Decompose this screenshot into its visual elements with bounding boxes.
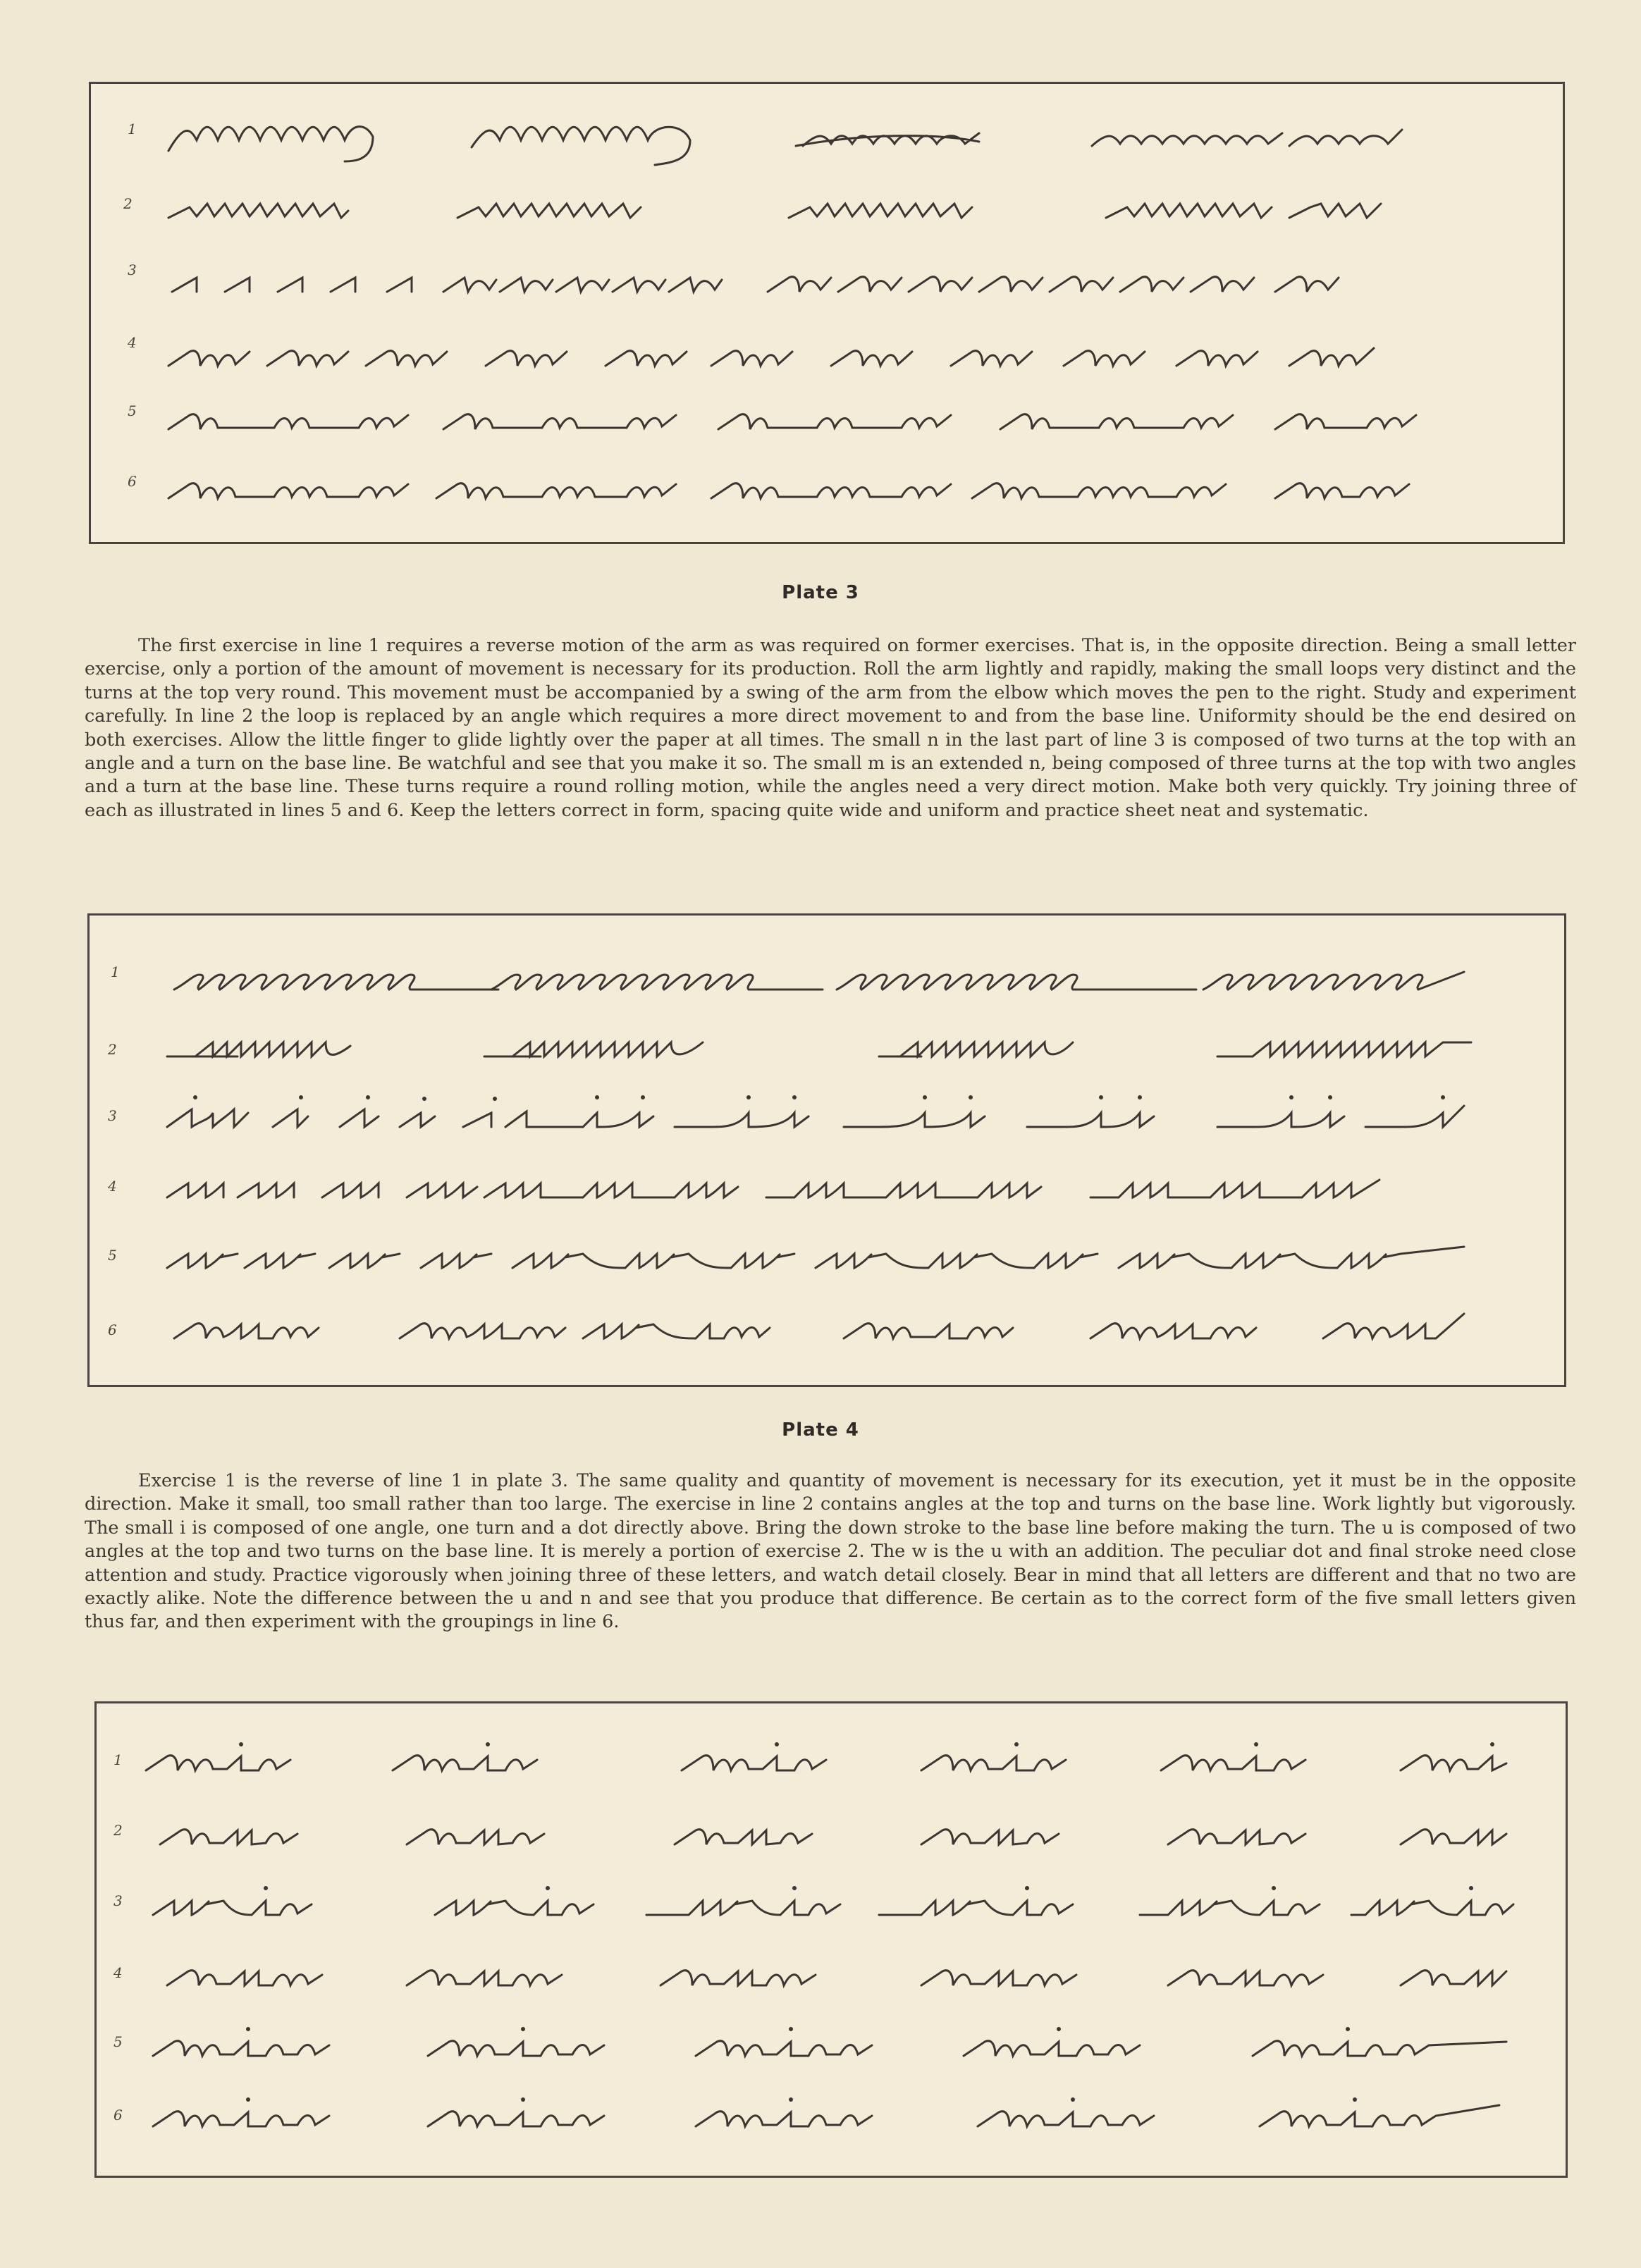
plate-3-row-number: 2 [123, 195, 133, 212]
plate-3-paragraph: The first exercise in line 1 requires a reverse motion of the arm as was required on former exercises. That is, in the opposite direction. Being a small letter exercise, only a portion of the amount of movement is necessary for its production. Roll the arm lightly and rapidly, making the small loops very distinct and the turns at the top very round. This movement must be accompanied by a swing of the arm from the elbow which moves the pen to the right. Study and experiment carefully. In line 2 the loop is replaced by an angle which requires a more direct movement to and from the base line. Uniformity should be the end desired on both exercises. Allow the little finger to glide lightly over the paper at all times. The small n in the last part of line 3 is composed of two turns at the top with an angle and a turn on the base line. Be watchful and see that you make it so. The small m is an extended n, being composed of three turns at the top with two angles and a turn at the base line. These turns require a round rolling motion, while the angles need a very direct motion. Make both very quickly. Try joining three of each as illustrated in lines 5 and 6. Keep the letters correct in form, spacing quite wide and uniform and practice sheet neat and systematic. [85, 635, 1576, 821]
plate-4-paragraph: Exercise 1 is the reverse of line 1 in plate 3. The same quality and quantity of movement is necessary for its execution, yet it must be in the opposite direction. Make it small, too small rather than too large. The exercise in line 2 contains angles at the top and turns on the base line. Work lightly but vigorously. The small i is composed of one angle, one turn and a dot directly above. Bring the down stroke to the base line before making the turn. The u is composed of two angles at the top and two turns on the base line. It is merely a portion of exercise 2. The w is the u with an addition. The peculiar dot and final stroke need close attention and study. Practice vigorously when joining three of these letters, and watch detail closely. Bear in mind that all letters are different and that no two are exactly alike. Note the difference between the u and n and see that you produce that difference. Be certain as to the correct form of the five small letters given thus far, and then experiment with the groupings in line 6. [85, 1470, 1576, 1633]
plate-5-row-number: 3 [113, 1892, 123, 1909]
plate-4-instructions [85, 1469, 1576, 1634]
plate-5-row-number: 6 [113, 2107, 123, 2124]
plate-4-row-number: 5 [108, 1247, 117, 1264]
plate-5-handwriting [97, 1703, 1566, 2176]
plate-4-row-number: 2 [108, 1041, 117, 1058]
plate-3-row-number: 1 [128, 121, 137, 137]
plate-4-row-number: 1 [111, 963, 120, 980]
plate-4-row-number: 6 [108, 1321, 117, 1338]
plate-5-row-number: 1 [113, 1751, 123, 1768]
plate-5-row-number: 2 [113, 1822, 123, 1839]
plate-4-exercise-box [87, 913, 1566, 1387]
plate-3-row-number: 6 [128, 473, 137, 490]
plate-3-row-number: 4 [128, 334, 137, 351]
plate-5-row-number: 5 [113, 2033, 123, 2050]
plate-5-row-number: 4 [113, 1964, 123, 1981]
plate-3-instructions [85, 634, 1576, 822]
plate-4-row-number: 4 [108, 1178, 117, 1195]
plate-4-title: Plate 4 [782, 1419, 859, 1441]
plate-3-row-number: 3 [128, 261, 137, 278]
plate-3-title: Plate 3 [782, 582, 859, 603]
plate-3-handwriting [91, 84, 1563, 542]
plate-5-exercise-box [94, 1701, 1568, 2178]
plate-3-exercise-box [89, 82, 1565, 544]
plate-3-row-number: 5 [128, 402, 137, 419]
plate-4-row-number: 3 [108, 1107, 117, 1124]
plate-4-handwriting [90, 916, 1564, 1385]
